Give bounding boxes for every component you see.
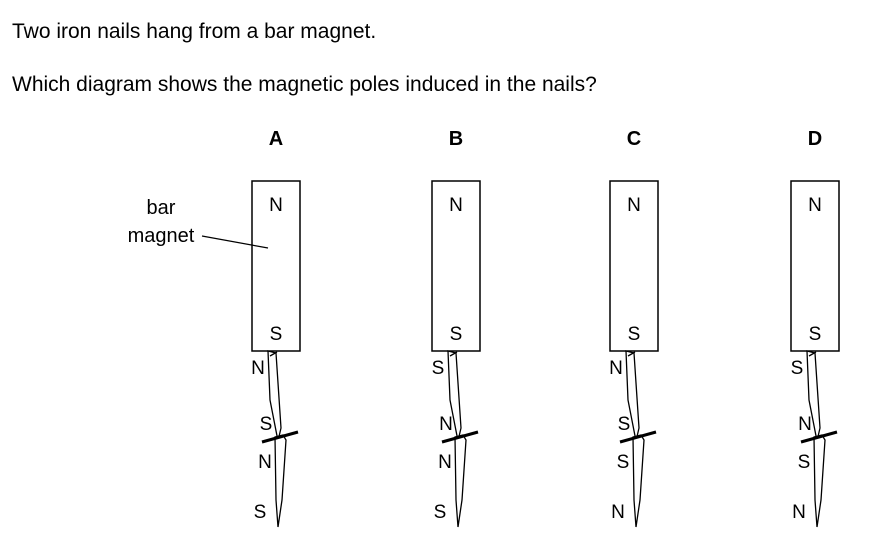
option-c	[609, 128, 658, 527]
bar-magnet-label-line-1: bar	[146, 197, 176, 219]
nail1-pole-bottom: N	[439, 414, 453, 435]
option-label: A	[268, 128, 284, 150]
label-leader-line	[202, 236, 268, 248]
nail1-pole-top: S	[431, 358, 445, 379]
nail1-pole-top: S	[790, 358, 804, 379]
nail-lower	[262, 432, 298, 527]
nail2-pole-top: N	[438, 452, 452, 473]
option-label: D	[807, 128, 823, 150]
nail-lower	[620, 432, 656, 527]
nail1-pole-bottom: S	[259, 414, 273, 435]
nail2-pole-top: S	[797, 452, 811, 473]
question-line-1: Two iron nails hang from a bar magnet.	[12, 20, 377, 43]
bar-magnet-label-line-2: magnet	[127, 225, 195, 247]
nail1-pole-top: N	[251, 358, 265, 379]
question-line-2: Which diagram shows the magnetic poles induced in the nails?	[12, 73, 597, 96]
nail-lower	[801, 432, 837, 527]
option-b	[432, 128, 480, 527]
option-a	[251, 128, 300, 527]
nail1-pole-top: N	[609, 358, 623, 379]
option-label: B	[448, 128, 464, 150]
nail2-pole-bottom: N	[792, 502, 806, 523]
option-d	[791, 128, 839, 527]
magnet-pole-top: N	[449, 195, 463, 216]
magnet-pole-top: N	[808, 195, 822, 216]
nail2-pole-bottom: N	[611, 502, 625, 523]
nail1-pole-bottom: S	[617, 414, 631, 435]
nail2-pole-bottom: S	[253, 502, 267, 523]
nail2-pole-bottom: S	[433, 502, 447, 523]
nail1-pole-bottom: N	[798, 414, 812, 435]
magnet-pole-bottom: S	[627, 324, 641, 345]
magnet-pole-bottom: S	[449, 324, 463, 345]
magnet-pole-bottom: S	[808, 324, 822, 345]
nail2-pole-top: N	[258, 452, 272, 473]
option-label: C	[626, 128, 642, 150]
magnet-pole-top: N	[269, 195, 283, 216]
magnet-pole-bottom: S	[269, 324, 283, 345]
magnet-pole-top: N	[627, 195, 641, 216]
nail2-pole-top: S	[616, 452, 630, 473]
nail-lower	[442, 432, 478, 527]
